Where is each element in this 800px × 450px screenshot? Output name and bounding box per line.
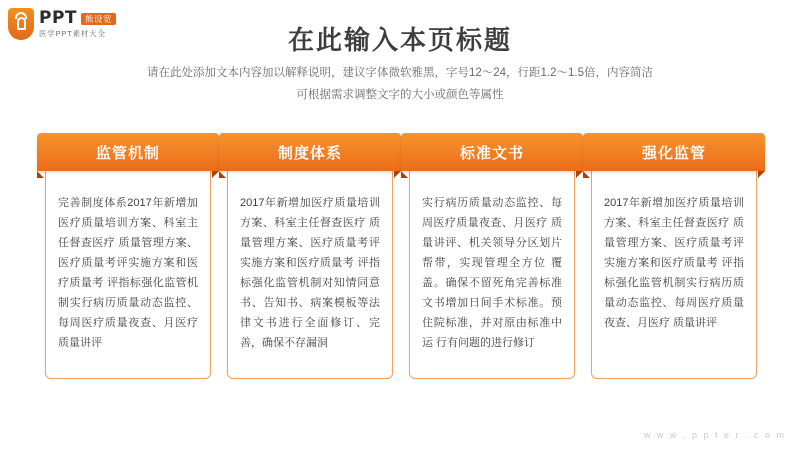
brand-tagline: 医学PPT素材大全 bbox=[39, 29, 106, 39]
card-header-wrap bbox=[401, 133, 583, 171]
brand-badge: 熊设宽 bbox=[81, 13, 116, 26]
card-title: 标准文书 bbox=[401, 133, 583, 171]
page-subtitle-line2: 可根据需求调整文字的大小或颜色等属性 bbox=[296, 89, 504, 101]
card-item[interactable] bbox=[409, 133, 575, 379]
card-list bbox=[45, 133, 757, 379]
page-subtitle bbox=[0, 62, 800, 106]
card-title: 监管机制 bbox=[37, 133, 219, 171]
card-body: 2017年新增加医疗质量培训方案、科室主任督查医疗 质量管理方案、医疗质量考评实施方案和医疗质量考 评指标强化监管机制实行病历质量动态监控、每周医疗质量夜查、月医疗 质量讲评 bbox=[591, 171, 757, 379]
card-item[interactable] bbox=[45, 133, 211, 379]
card-body: 完善制度体系2017年新增加医疗质量培训方案、科室主任督查医疗 质量管理方案、医疗质量考评实施方案和医疗质量考 评指标强化监管机制实行病历质量动态监控、每周医疗质量夜查、月医疗 质量讲评 bbox=[45, 171, 211, 379]
card-header-wrap bbox=[37, 133, 219, 171]
page-title: 在此输入本页标题 bbox=[287, 25, 512, 55]
card-item[interactable] bbox=[591, 133, 757, 379]
card-body: 实行病历质量动态监控、每周医疗质量夜查、月医疗 质量讲评、机关领导分区划片帮带，实现管理全方位 覆盖。确保不留死角完善标准文书增加日间手术标准。预住院标准，并对原由标准中运 行有问题的进行修订 bbox=[409, 171, 575, 379]
card-header-wrap bbox=[219, 133, 401, 171]
footer-watermark: w w w . p p t e r . c o m bbox=[643, 430, 786, 440]
card-title: 制度体系 bbox=[219, 133, 401, 171]
page-subtitle-line1: 请在此处添加文本内容加以解释说明，建议字体微软雅黑，字号12～24，行距1.2～1.5倍，内容简洁 bbox=[146, 67, 654, 79]
card-item[interactable] bbox=[227, 133, 393, 379]
card-header-wrap bbox=[583, 133, 765, 171]
brand-name: PPT bbox=[39, 8, 78, 29]
card-body: 2017年新增加医疗质量培训方案、科室主任督查医疗 质量管理方案、医疗质量考评实施方案和医疗质量考 评指标强化监管机制对知情同意书、告知书、病案模板等法律文书进行全面修订、完善，确保不存漏洞 bbox=[227, 171, 393, 379]
card-title: 强化监管 bbox=[583, 133, 765, 171]
